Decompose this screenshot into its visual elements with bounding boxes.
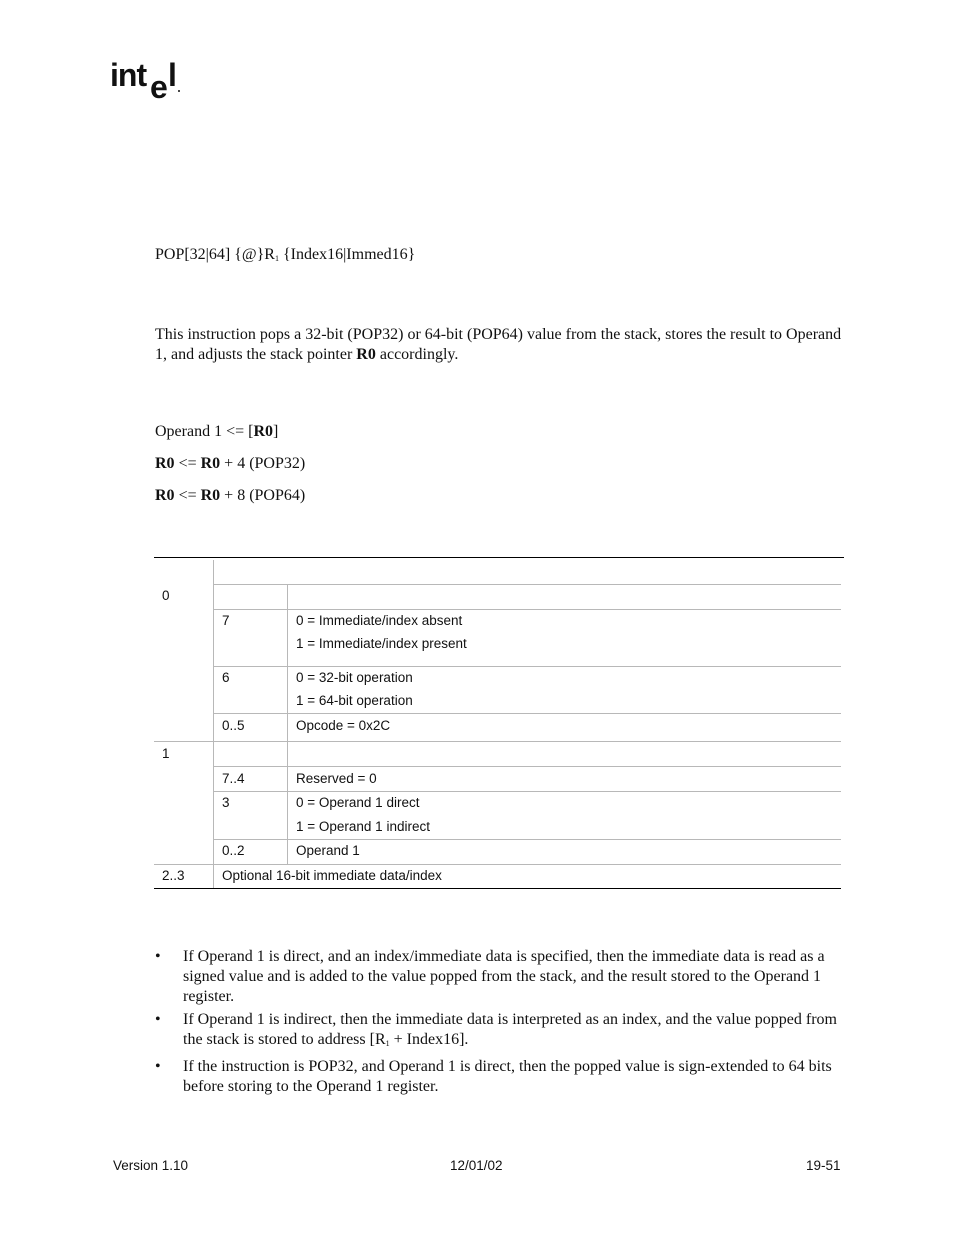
description-tail: accordingly. <box>375 346 459 363</box>
op1-close: ] <box>273 423 279 440</box>
bits-cell: 0..5 <box>222 718 245 733</box>
op3-rest: + 8 (POP64) <box>220 487 306 504</box>
desc-cell: Operand 1 <box>296 843 360 858</box>
op2-src: R0 <box>200 455 221 472</box>
op2-assign: <= <box>174 455 201 472</box>
desc-cell: Optional 16-bit immediate data/index <box>222 868 442 883</box>
list-item-text: If Operand 1 is indirect, then the immediate data is interpreted as an index, and the value popped from the stack is stored to address [R <box>183 1011 837 1048</box>
bits-cell: 3 <box>222 795 230 810</box>
table-line <box>213 791 841 792</box>
op3-src: R0 <box>200 487 221 504</box>
list-item-subscript: 1 <box>385 1039 390 1048</box>
byte-cell: 1 <box>162 746 170 761</box>
bullet-icon: • <box>155 1058 161 1075</box>
instruction-syntax <box>155 246 415 264</box>
description-text: This instruction pops a 32-bit (POP32) or 64-bit (POP64) value from the stack, stores the result to Operand 1, and adjusts the stack pointer <box>155 326 842 363</box>
table-top-rule <box>154 557 844 558</box>
table-line <box>213 609 841 610</box>
syntax-subscript: 1 <box>274 254 279 263</box>
op3-dest: R0 <box>155 487 175 504</box>
instruction-description <box>155 325 845 365</box>
footer-page-number: 19-51 <box>806 1158 841 1173</box>
operation-line-1 <box>155 423 278 441</box>
behaviors-list <box>155 947 845 1100</box>
table-col-divider-2 <box>287 584 288 864</box>
bullet-icon: • <box>155 1011 161 1028</box>
bullet-icon: • <box>155 948 161 965</box>
list-item-text: If Operand 1 is direct, and an index/immediate data is specified, then the immediate data is read as a signed value and is added to the value popped from the stack, and the result stored to the Operand 1 register. <box>183 948 825 1005</box>
desc-cell: 0 = Operand 1 direct <box>296 795 420 810</box>
op2-dest: R0 <box>155 455 175 472</box>
operation-line-3 <box>155 487 305 505</box>
desc-cell: 0 = 32-bit operation <box>296 670 413 685</box>
table-line <box>154 864 841 865</box>
op1-register: R0 <box>253 423 274 440</box>
table-line <box>213 666 841 667</box>
op3-assign: <= <box>174 487 201 504</box>
table-line <box>213 584 841 585</box>
byte-cell: 2..3 <box>162 868 185 883</box>
table-line <box>154 741 841 742</box>
desc-cell: 1 = Operand 1 indirect <box>296 819 430 834</box>
list-item <box>155 947 845 1007</box>
syntax-suffix: {Index16|Immed16} <box>278 246 416 263</box>
bits-cell: 0..2 <box>222 843 245 858</box>
byte-cell: 0 <box>162 588 170 603</box>
footer-date: 12/01/02 <box>450 1158 503 1173</box>
footer-version: Version 1.10 <box>113 1158 189 1173</box>
syntax-prefix: POP[32|64] {@}R <box>155 246 275 263</box>
desc-cell: 0 = Immediate/index absent <box>296 613 463 628</box>
operation-line-2 <box>155 455 305 473</box>
desc-cell: Opcode = 0x2C <box>296 718 391 733</box>
list-item-text-tail: + Index16]. <box>389 1031 469 1048</box>
table-line <box>213 766 841 767</box>
desc-cell: Reserved = 0 <box>296 771 377 786</box>
table-bottom-rule <box>154 888 841 889</box>
table-line <box>213 839 841 840</box>
intel-logo <box>110 58 190 108</box>
list-item <box>155 1010 845 1054</box>
list-item <box>155 1057 845 1097</box>
desc-cell: 1 = 64-bit operation <box>296 693 413 708</box>
op2-rest: + 4 (POP32) <box>220 455 306 472</box>
desc-cell: 1 = Immediate/index present <box>296 636 467 651</box>
svg-text:e: e <box>150 69 167 105</box>
svg-text:int: int <box>110 58 147 93</box>
table-line <box>213 713 841 714</box>
op1-text: Operand 1 <= [ <box>155 423 254 440</box>
list-item-text: If the instruction is POP32, and Operand 1 is direct, then the popped value is sign-extended to 64 bits before storing to the Operand 1 register. <box>183 1058 832 1095</box>
bits-cell: 7..4 <box>222 771 245 786</box>
bits-cell: 7 <box>222 613 230 628</box>
description-register: R0 <box>356 346 376 363</box>
svg-text:l: l <box>168 58 177 93</box>
bits-cell: 6 <box>222 670 230 685</box>
